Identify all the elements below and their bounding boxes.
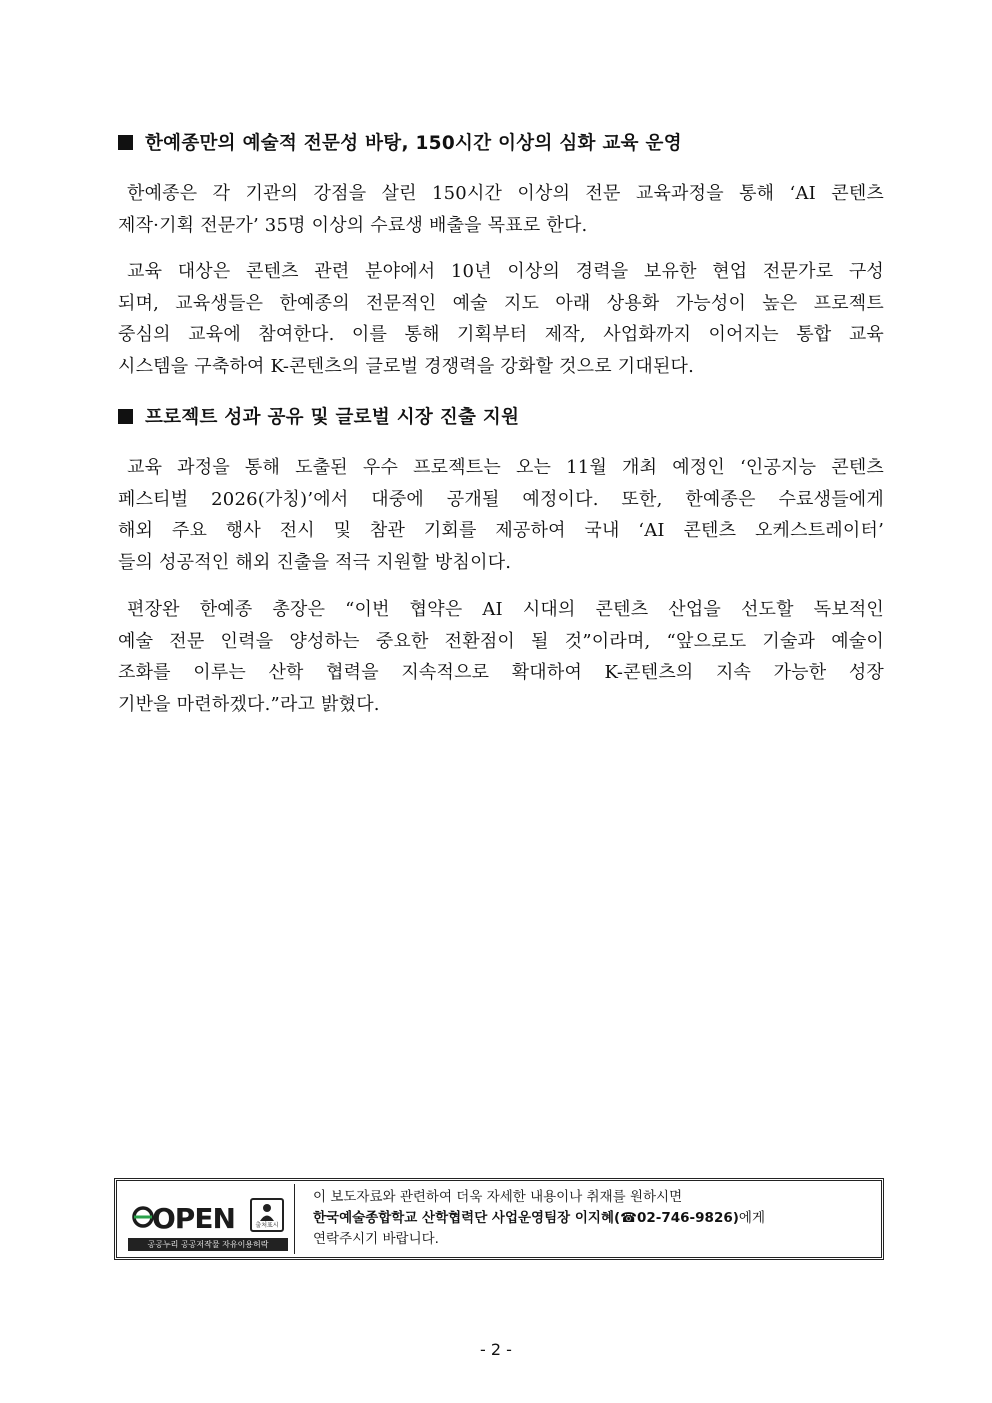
- contact-text: [313, 1187, 873, 1250]
- open-logo-text: OPEN: [152, 1202, 235, 1235]
- paragraph-line: 기반을 마련하겠다.”라고 밝혔다.: [118, 693, 380, 715]
- contact-line: 한국예술종합학교 산학협력단 사업운영팀장 이지혜(☎02-746-9826)에게: [313, 1210, 765, 1226]
- contact-person: 한국예술종합학교 산학협력단 사업운영팀장 이지혜(☎02-746-9826): [313, 1210, 739, 1226]
- paragraph-3: [118, 452, 884, 578]
- contact-line: 이 보도자료와 관련하여 더욱 자세한 내용이나 취재를 원하시면: [313, 1189, 683, 1205]
- paragraph-line: 제작·기획 전문가’ 35명 이상의 수료생 배출을 목표로 한다.: [118, 214, 588, 236]
- section-heading-1: 한예종만의 예술적 전문성 바탕, 150시간 이상의 심화 교육 운영: [118, 130, 888, 158]
- paragraph-line: 조화를 이루는 산학 협력을 지속적으로 확대하여 K-콘텐츠의 지속 가능한 성장: [118, 662, 884, 683]
- black-square-bullet-icon: [118, 409, 133, 424]
- black-square-bullet-icon: [118, 135, 133, 150]
- open-license-mark: [132, 1194, 284, 1236]
- contact-info-box: [114, 1178, 884, 1260]
- attribution-badge: 출처표시: [250, 1198, 284, 1232]
- paragraph-line: 편장완 한예종 총장은 “이번 협약은 AI 시대의 콘텐츠 산업을 선도할 독보적인: [127, 599, 884, 620]
- paragraph-1: [118, 178, 884, 241]
- paragraph-line: 해외 주요 행사 전시 및 참관 기회를 제공하여 국내 ‘AI 콘텐츠 오케스트레이터’: [118, 520, 884, 541]
- paragraph-line: 페스티벌 2026(가칭)’에서 대중에 공개될 예정이다. 또한, 한예종은 수료생들에게: [118, 488, 884, 510]
- section-heading-2: 프로젝트 성과 공유 및 글로벌 시장 진출 지원: [118, 404, 888, 432]
- kogl-license-logo: [120, 1184, 295, 1254]
- paragraph-2: [118, 256, 884, 382]
- paragraph-line: 중심의 교육에 참여한다. 이를 통해 기획부터 제작, 사업화까지 이어지는 통합 교육: [118, 324, 884, 345]
- paragraph-line: 한예종은 각 기관의 강점을 살린 150시간 이상의 전문 교육과정을 통해 ‘AI 콘텐츠: [127, 183, 884, 204]
- paragraph-line: 교육 과정을 통해 도출된 우수 프로젝트는 오는 11월 개최 예정인 ‘인공지능 콘텐츠: [127, 457, 884, 478]
- paragraph-line: 예술 전문 인력을 양성하는 중요한 전환점이 될 것”이라며, “앞으로도 기술과 예술이: [118, 630, 884, 652]
- paragraph-line: 교육 대상은 콘텐츠 관련 분야에서 10년 이상의 경력을 보유한 현업 전문가로 구성: [127, 261, 884, 282]
- license-caption: 공공누리 공공저작물 자유이용허락: [128, 1238, 288, 1251]
- paragraph-line: 되며, 교육생들은 한예종의 전문적인 예술 지도 아래 상용화 가능성이 높은 프로젝트: [118, 292, 884, 314]
- paragraph-4: [118, 594, 884, 720]
- page-number: - 2 -: [480, 1340, 512, 1359]
- open-circle-icon: [132, 1206, 154, 1228]
- paragraph-line: 들의 성공적인 해외 진출을 적극 지원할 방침이다.: [118, 551, 512, 573]
- contact-line: 연락주시기 바랍니다.: [313, 1231, 439, 1247]
- paragraph-line: 시스템을 구축하여 K-콘텐츠의 글로벌 경쟁력을 강화할 것으로 기대된다.: [118, 355, 695, 377]
